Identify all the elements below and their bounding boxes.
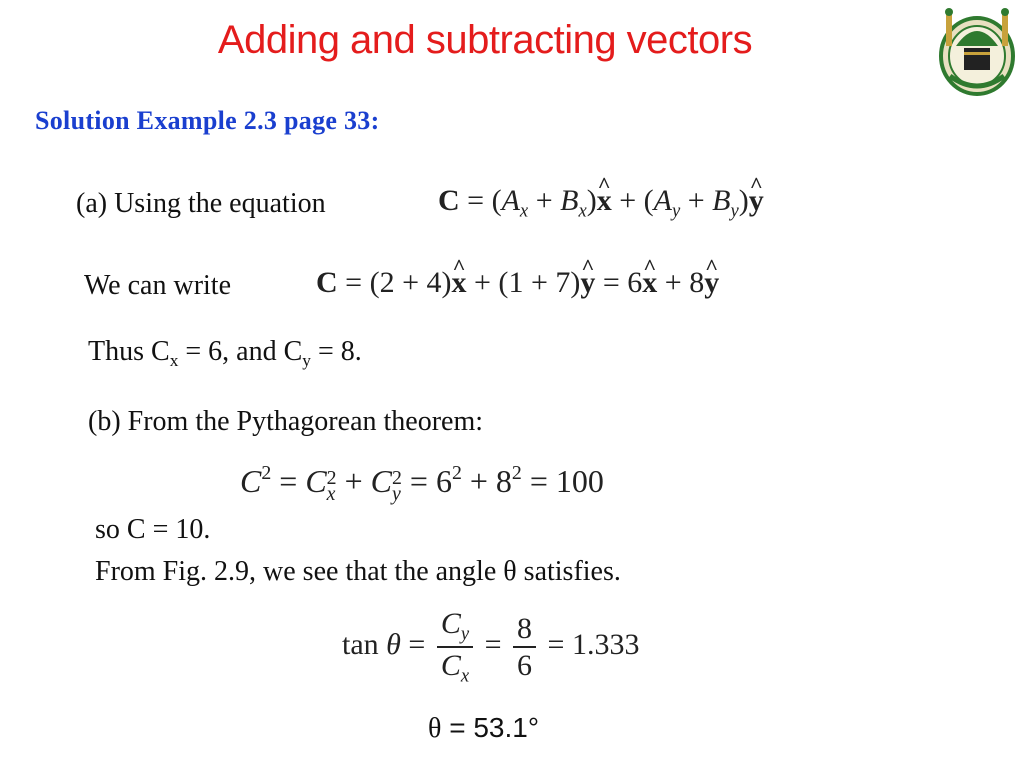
thus-prefix: Thus C (88, 336, 170, 367)
tangent-equation: tan θ = $\frac{C_y}{C_x}$ = $\frac{8}{6}$ = 1.333 (342, 607, 640, 687)
b-y-symbol: B (712, 184, 731, 217)
so-c-line: so C = 10. (95, 514, 211, 545)
a-y-subscript: y (671, 200, 681, 222)
tan-function: tan (342, 627, 379, 661)
x2-value: 4 (426, 266, 442, 299)
cx-squared (326, 467, 337, 505)
y2-value: 7 (555, 266, 571, 299)
cy-value: 8 (689, 266, 705, 299)
numeric-sum-equation: C = (2 + 4)^ x + (1 + 7)^ y = 6^ x + 8^ y (316, 266, 719, 300)
eight-value: 8 (495, 462, 512, 499)
result-value: 100 (555, 462, 604, 499)
b-x-symbol: B (560, 184, 579, 217)
components-result-line (88, 336, 362, 371)
x-unit-vector: ^ x (597, 184, 612, 218)
x-subscript: x (460, 665, 470, 687)
y-unit-vector: ^ y (749, 184, 764, 218)
university-logo (938, 6, 1016, 98)
angle-result (428, 712, 539, 745)
angle-value: 53.1° (473, 712, 540, 743)
theta-symbol: θ (428, 713, 442, 744)
denominator-c: C (440, 649, 461, 683)
angle-intro-line: From Fig. 2.9, we see that the angle θ satisfies. (95, 556, 621, 587)
y-subscript: y (391, 482, 401, 505)
a-y-symbol: A (653, 184, 672, 217)
vector-c: C (316, 266, 338, 299)
equals-sign: = (441, 712, 474, 743)
tan-value: 1.333 (571, 627, 640, 661)
c-symbol: C (240, 462, 262, 499)
x-subscript: x (326, 482, 336, 505)
cy-over-cx-fraction (437, 608, 473, 686)
part-a-intro: (a) Using the equation (76, 188, 326, 219)
x1-value: 2 (379, 266, 395, 299)
numerator-8: 8 (513, 613, 536, 649)
b-x-subscript: x (578, 200, 587, 222)
y-subscript: y (460, 623, 470, 645)
vector-c: C (438, 184, 460, 217)
pythagorean-equation: $C^2 = C$ 2 x + C 2 y = $6^2 + 8^2 = 100$ (240, 462, 604, 505)
b-y-subscript: y (730, 200, 739, 222)
exponent: 2 (391, 467, 402, 490)
cx-value: 6 (627, 266, 643, 299)
c-symbol: C (370, 462, 392, 499)
numerator-c: C (440, 607, 461, 640)
theta-symbol: θ (386, 627, 401, 661)
y-unit-vector: ^ y (580, 266, 595, 300)
x-unit-vector: ^ x (452, 266, 467, 300)
six-value: 6 (435, 462, 452, 499)
cy-squared (391, 467, 402, 505)
eight-over-six-fraction (513, 613, 536, 682)
we-can-write-label: We can write (84, 270, 231, 301)
slide-title: Adding and subtracting vectors (217, 18, 753, 62)
thus-middle: = 6, and C (178, 336, 303, 367)
exponent: 2 (326, 467, 337, 490)
university-seal-icon (938, 6, 1016, 98)
c-symbol: C (305, 462, 327, 499)
x-unit-vector: ^ x (642, 266, 657, 300)
denominator-6: 6 (517, 649, 533, 683)
exponent: 2 (511, 462, 522, 484)
vector-sum-equation: $C = (A_x$ + $B_x)\^{}$ $x + (A_y$ + $B_y)\^{}$ y (438, 184, 764, 223)
y1-value: 1 (508, 266, 524, 299)
slide-subtitle: Solution Example 2.3 page 33: (35, 106, 380, 135)
thus-end: = 8. (310, 336, 362, 367)
y-subscript: y (302, 351, 311, 371)
x-subscript: x (169, 351, 179, 371)
part-b-intro: (b) From the Pythagorean theorem: (88, 406, 484, 437)
exponent: 2 (451, 462, 462, 484)
a-x-subscript: x (519, 200, 529, 222)
a-x-symbol: A (501, 184, 520, 217)
y-unit-vector: ^ y (704, 266, 719, 300)
exponent: 2 (261, 462, 272, 484)
